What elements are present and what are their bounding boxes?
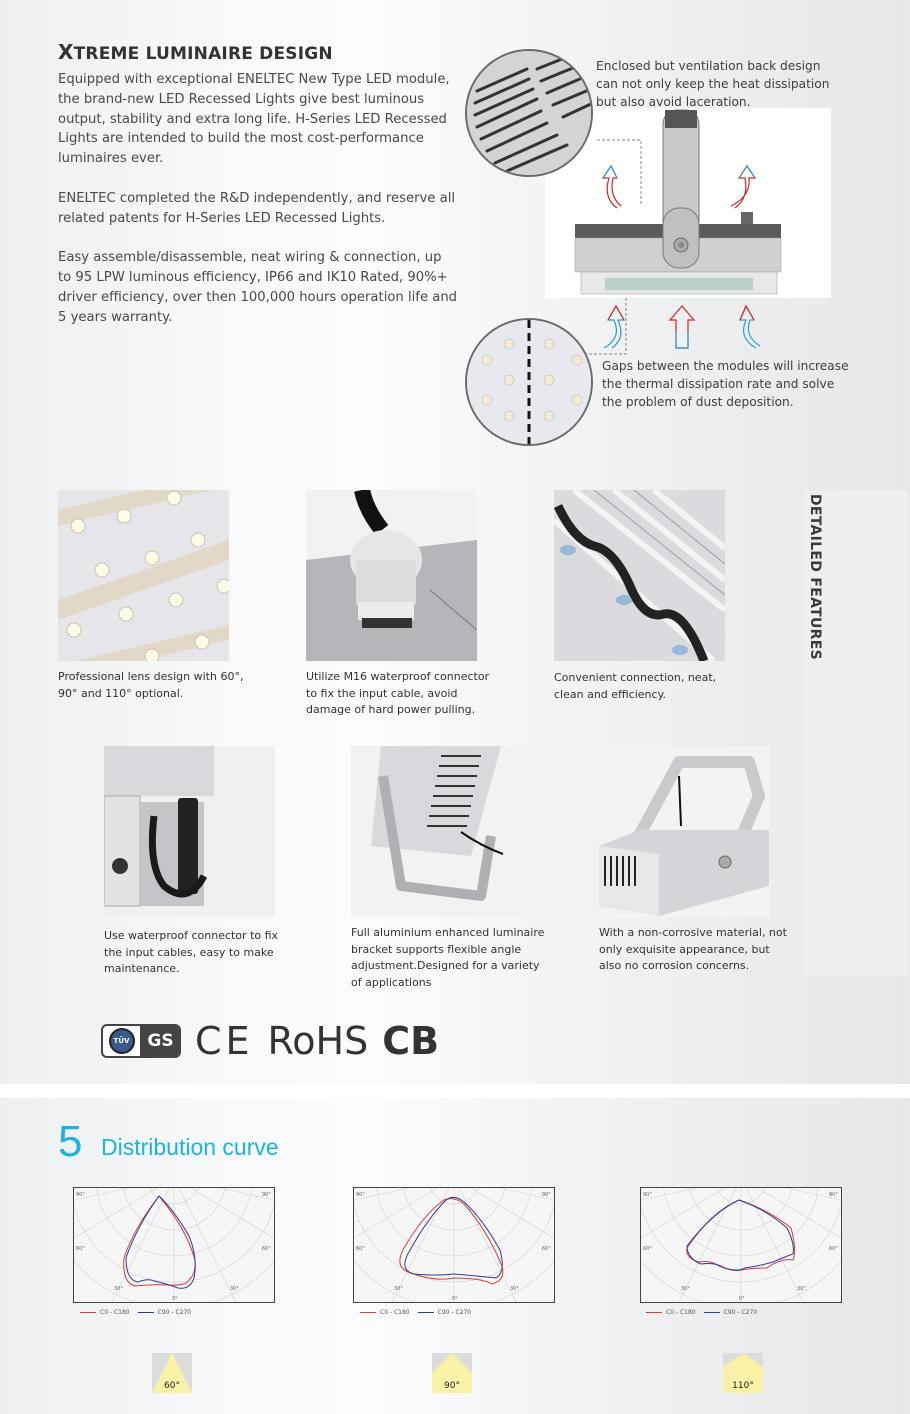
polar-chart-90 [353,1187,555,1303]
svg-text:60°: 60° [643,1246,652,1252]
intro-paragraph: Equipped with exceptional ENELTEC New Type LED module, the brand-new LED Recessed Lights give best luminous output, stability and extra long life. H-Series LED Recessed Lights are intended to build the most cost-performance luminaires ever. [58,72,450,167]
rohs-mark: RoHS [267,1019,369,1063]
ce-mark: CE [195,1019,254,1063]
section-number: 5 [58,1117,83,1166]
legend-label: C0 - C180 [100,1309,130,1316]
feature-caption: Convenient connection, neat, clean and efficiency. [554,671,717,701]
gs-label: GS [147,1031,174,1051]
intro-paragraph: Easy assemble/disassemble, neat wiring & connection, up to 95 LPW luminous efficiency, IP66 and IK10 Rated, 90%+ driver efficiency, over then 100,000 hours operation life and 5 years warranty. [58,250,458,325]
legend-line-red [80,1312,96,1313]
svg-text:30°: 30° [230,1286,239,1292]
module-gap-closeup [465,318,593,446]
svg-text:30°: 30° [510,1286,519,1292]
vent-closeup [465,49,593,177]
legend-label: C0 - C180 [666,1309,696,1316]
beam-angle-label: 110° [732,1381,754,1391]
feature-caption: Professional lens design with 60°, 90° and 110° optional. [58,670,244,700]
chart-legend [646,1309,757,1316]
beam-angle-label: 60° [164,1381,180,1391]
title-initial: X [58,40,74,64]
svg-text:60°: 60° [356,1246,365,1252]
legend-label: C0 - C180 [380,1309,410,1316]
certification-logos [101,1019,440,1063]
feature-image-waterproof-connector [104,746,275,917]
svg-text:90°: 90° [542,1192,551,1198]
feature-caption: Use waterproof connector to fix the input cables, easy to make maintenance. [104,929,279,975]
tuv-label: TÜV [113,1037,130,1045]
tuv-icon [109,1028,135,1054]
legend-line-red [646,1312,662,1313]
svg-text:30°: 30° [797,1286,806,1292]
svg-text:90°: 90° [829,1192,838,1198]
beam-angle-label: 90° [444,1381,460,1391]
feature-image-housing [599,746,770,917]
legend-line-blue [418,1312,434,1313]
svg-text:0°: 0° [739,1296,745,1302]
chart-legend [360,1309,471,1316]
svg-text:60°: 60° [542,1246,551,1252]
svg-text:60°: 60° [829,1246,838,1252]
svg-text:90°: 90° [643,1192,652,1198]
legend-label: C90 - C270 [437,1309,472,1316]
callout-module-gaps: Gaps between the modules will increase the thermal dissipation rate and solve the problem of dust deposition. [602,359,849,409]
legend-label: C90 - C270 [723,1309,758,1316]
svg-text:90°: 90° [356,1192,365,1198]
feature-caption: Full aluminium enhanced luminaire bracket supports flexible angle adjustment.Designed for a variety of applications [351,926,545,989]
polar-chart-60 [73,1187,275,1303]
beam-angle-110-icon [723,1353,763,1393]
intro-paragraph: ENELTEC completed the R&D independently, and reserve all related patents for H-Series LED Recessed Lights. [58,190,456,226]
detailed-features-label: DETAILED FEATURES [807,494,823,660]
section-title-distribution: Distribution curve [101,1134,279,1160]
beam-angle-90-icon [432,1353,472,1393]
intro-text [58,70,458,347]
legend-line-blue [138,1312,154,1313]
feature-image-m16-connector [306,490,477,661]
legend-line-red [360,1312,376,1313]
feature-image-bracket [351,746,522,917]
svg-text:30°: 30° [394,1286,403,1292]
polar-chart-110 [640,1187,842,1303]
feature-image-lens [58,490,229,661]
callout-ventilation: Enclosed but ventilation back design can not only keep the heat dissipation but also avoid laceration. [596,59,830,109]
legend-label: C90 - C270 [157,1309,192,1316]
svg-text:0°: 0° [172,1296,178,1302]
svg-text:90°: 90° [262,1192,271,1198]
feature-caption: Utilize M16 waterproof connector to fix the input cable, avoid damage of hard power pulling. [306,670,490,716]
tuv-gs-logo [101,1024,181,1058]
chart-legend [80,1309,191,1316]
svg-text:60°: 60° [262,1246,271,1252]
svg-text:30°: 30° [681,1286,690,1292]
section-title [58,40,333,64]
dashed-lead [586,298,646,358]
feature-image-wiring [554,490,725,661]
svg-text:60°: 60° [76,1246,85,1252]
cb-mark: CB [382,1019,440,1063]
beam-angle-60-icon [152,1353,192,1393]
legend-line-blue [704,1312,720,1313]
svg-text:90°: 90° [76,1192,85,1198]
feature-caption: With a non-corrosive material, not only exquisite appearance, but also no corrosion concerns. [599,926,787,972]
svg-text:30°: 30° [114,1286,123,1292]
svg-text:0°: 0° [452,1296,458,1302]
title-rest: TREME LUMINAIRE DESIGN [73,44,333,64]
